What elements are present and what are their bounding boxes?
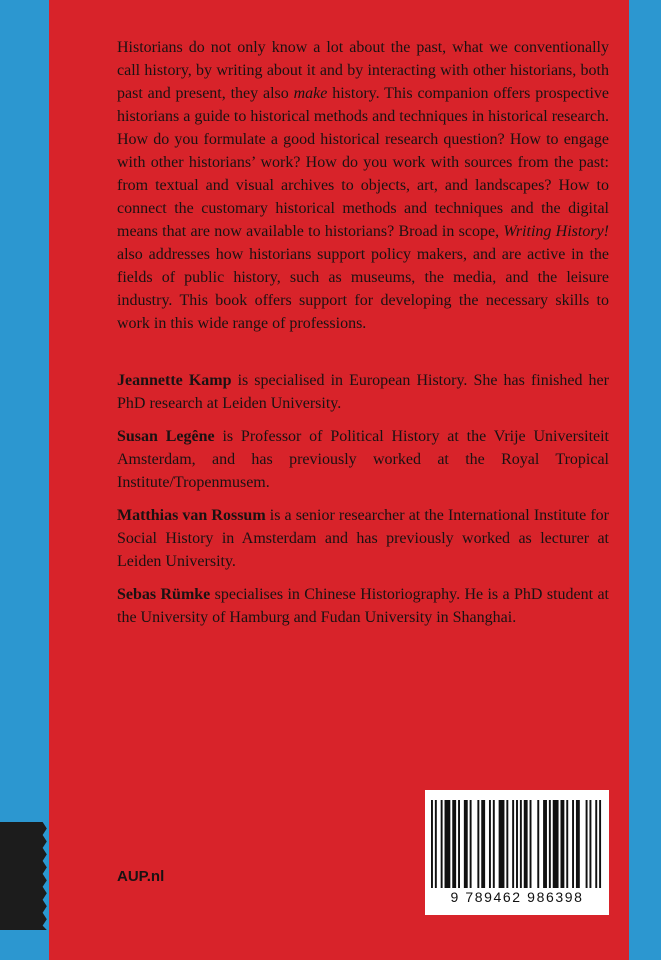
barcode-bar (435, 800, 437, 888)
right-edge-stripe (629, 0, 661, 960)
isbn-barcode (425, 790, 609, 915)
barcode-bar (576, 800, 580, 888)
bio-kamp (117, 369, 609, 415)
blurb-text-3: also addresses how historians support policy makers, and are active in the fields of public history, such as museums, the media, and the leisure industry. This book offers support for developing the necessary skills to work in this wide range of professions. (117, 246, 609, 332)
barcode-bar (599, 800, 601, 888)
book-title: Writing History! (503, 223, 610, 240)
barcode-bar (445, 800, 451, 888)
barcode-bar (470, 800, 472, 888)
barcode-bar (595, 800, 597, 888)
barcode-bar (512, 800, 514, 888)
barcode-bar (452, 800, 456, 888)
barcode-bar (572, 800, 574, 888)
isbn-number: 9 789462 986398 (450, 889, 584, 905)
barcode-bar (530, 800, 532, 888)
barcode-bar (553, 800, 559, 888)
bio-van-rossum (117, 504, 609, 573)
barcode-bar (489, 800, 491, 888)
barcode-bars (431, 800, 603, 888)
barcode-bar (566, 800, 568, 888)
blurb-text-2: history. This companion offers prospective historians a guide to historical methods and techniques in historical research. How do you formulate a good historical research question? How to engage with other historians’ work? How do you work with sources from the past: from textual and visual archives to objects, art, and landscapes? How to connect the customary historical methods and techniques and the digital means that are now available to historians? Broad in scope, (117, 85, 609, 240)
author-name: Matthias van Rossum (117, 507, 266, 524)
barcode-bar (524, 800, 528, 888)
author-name: Sebas Rümke (117, 586, 211, 603)
barcode-bar (481, 800, 485, 888)
barcode-bar (499, 800, 505, 888)
barcode-bar (477, 800, 479, 888)
author-bio: specialises in Chinese Historiography. He is a PhD student at the University of Hamburg and Fudan University in Shanghai. (117, 586, 610, 626)
barcode-bar (464, 800, 468, 888)
barcode-bar (537, 800, 539, 888)
author-name: Jeannette Kamp (117, 372, 232, 389)
barcode-bar (441, 800, 443, 888)
barcode-bar (506, 800, 508, 888)
blurb-emphasis: make (293, 85, 328, 102)
bio-rumke (117, 583, 609, 629)
author-name: Susan Legêne (117, 428, 215, 445)
barcode-bar (543, 800, 547, 888)
author-bio: is specialised in European History. She has finished her PhD research at Leiden University. (117, 372, 609, 412)
barcode-bar (458, 800, 460, 888)
left-edge-stripe (0, 0, 49, 960)
blurb-paragraph (117, 36, 609, 335)
author-bio: is Professor of Political History at the Vrije Universiteit Amsterdam, and has previously worked at the Royal Tropical Institute/Tropenmusem. (117, 428, 610, 491)
blurb-text-1: Historians do not only know a lot about the past, what we conventionally call history, by writing about it and by interacting with other historians, both past and present, they also (117, 39, 609, 102)
back-cover-text (117, 36, 609, 639)
barcode-bar (516, 800, 518, 888)
barcode-bar (586, 800, 588, 888)
author-bio: is a senior researcher at the International Institute for Social History in Amsterdam and has previously worked as lecturer at Leiden University. (117, 507, 609, 570)
barcode-bar (431, 800, 433, 888)
barcode-bar (560, 800, 564, 888)
barcode-bar (493, 800, 495, 888)
bio-legene (117, 425, 609, 494)
barcode-bar (589, 800, 591, 888)
barcode-bar (520, 800, 522, 888)
barcode-bar (549, 800, 551, 888)
publisher-website[interactable]: AUP.nl (117, 868, 165, 885)
